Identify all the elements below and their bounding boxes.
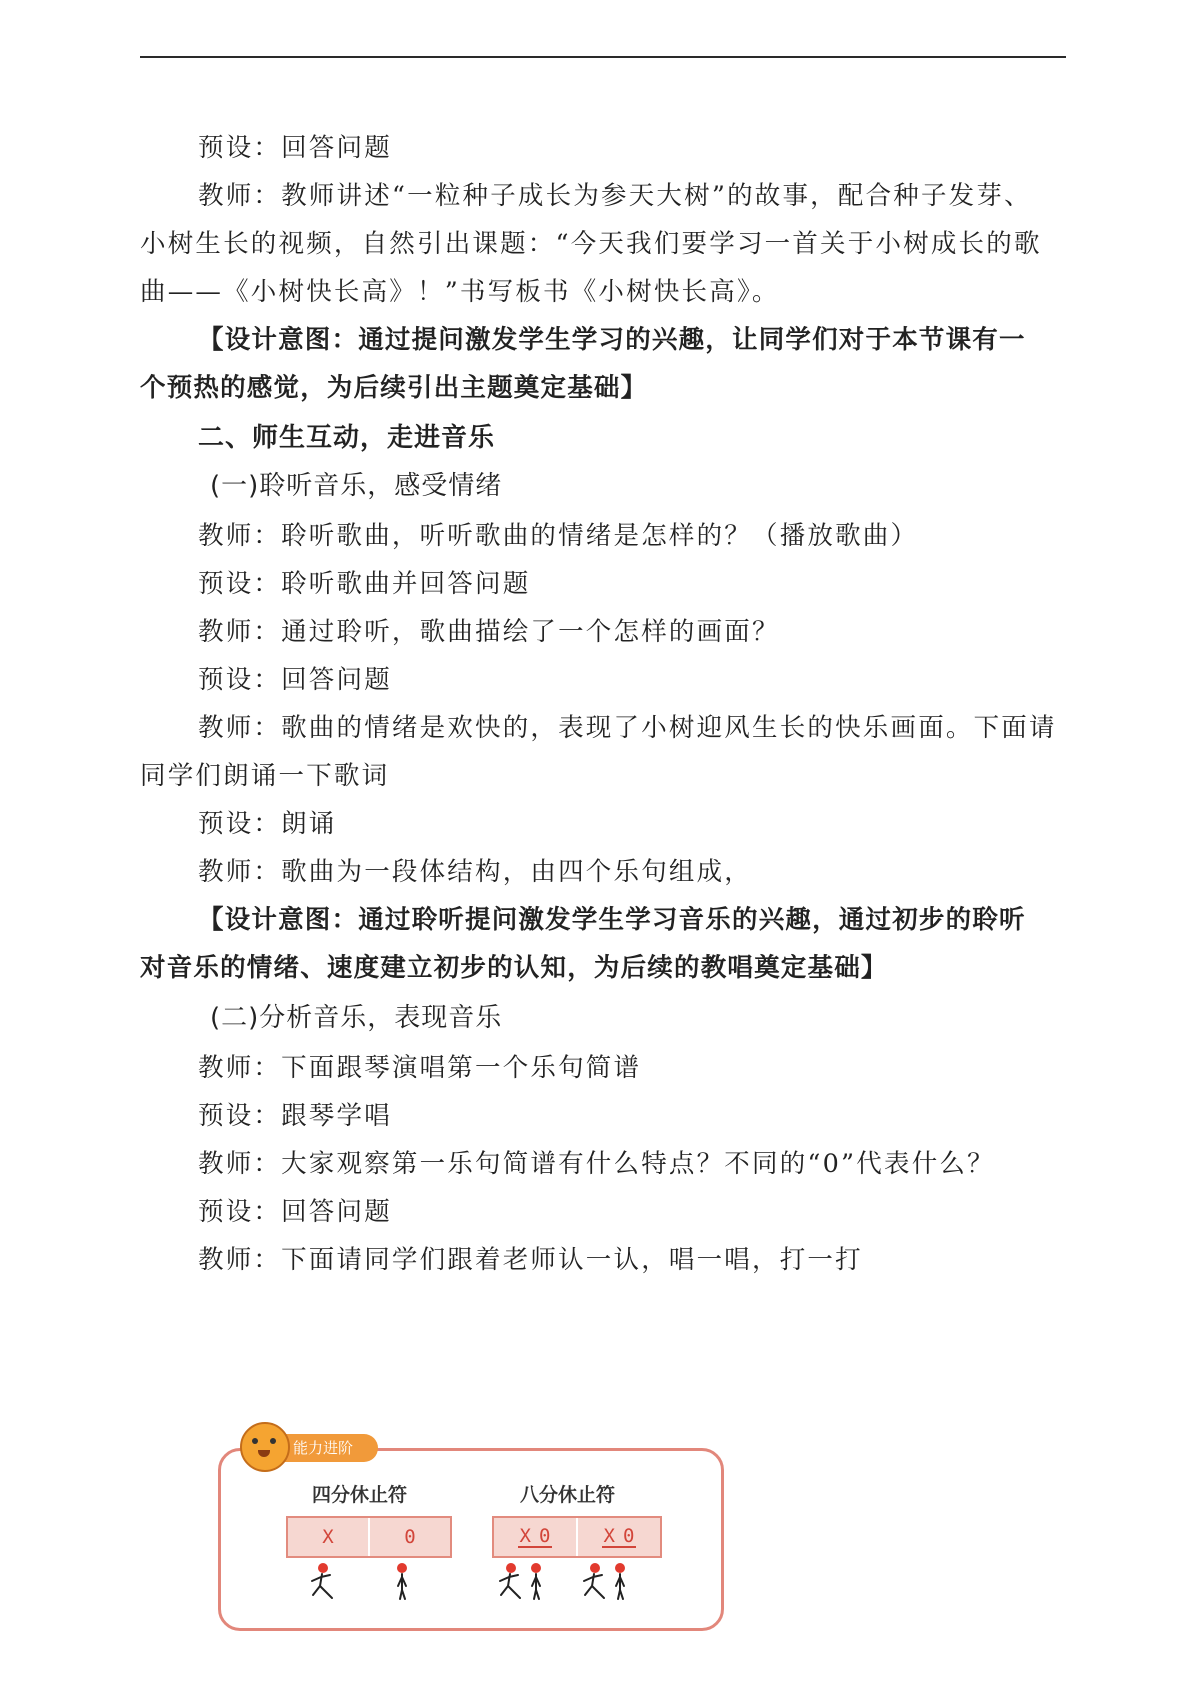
note-cell: X 0 <box>519 1524 551 1547</box>
paragraph-line: 教师：聆听歌曲，听听歌曲的情绪是怎样的？（播放歌曲） <box>198 521 919 551</box>
subsection-heading: (二)分析音乐，表现音乐 <box>210 1003 503 1033</box>
running-figure-icon <box>308 1562 336 1602</box>
standing-figure-icon <box>392 1562 412 1602</box>
paragraph-line: 预设：聆听歌曲并回答问题 <box>198 569 531 599</box>
paragraph-line: 预设：回答问题 <box>198 1197 392 1227</box>
paragraph-line: 教师：教师讲述“一粒种子成长为参天大树”的故事，配合种子发芽、 <box>198 181 1032 211</box>
note-cell: X <box>322 1526 334 1548</box>
paragraph-line: 同学们朗诵一下歌词 <box>140 761 390 791</box>
eighth-rest-title: 八分休止符 <box>520 1484 616 1506</box>
figure-badge: 能力进阶 <box>268 1434 378 1462</box>
paragraph-line: 教师：下面请同学们跟着老师认一认，唱一唱，打一打 <box>198 1245 863 1275</box>
paragraph-line: 教师：下面跟琴演唱第一个乐句简谱 <box>198 1053 642 1083</box>
quarter-rest-notation <box>286 1516 452 1558</box>
paragraph-line: 教师：大家观察第一乐句简谱有什么特点？不同的“0”代表什么？ <box>198 1149 995 1179</box>
paragraph-line: 预设：跟琴学唱 <box>198 1101 392 1131</box>
rest-note-figure <box>210 1420 730 1635</box>
paragraph-line: 教师：歌曲的情绪是欢快的，表现了小树迎风生长的快乐画面。下面请 <box>198 713 1057 743</box>
quarter-rest-title: 四分休止符 <box>312 1484 408 1506</box>
note-cell: 0 <box>368 1518 450 1556</box>
paragraph-line: 教师：通过聆听，歌曲描绘了一个怎样的画面？ <box>198 617 780 647</box>
paragraph-line: 预设：回答问题 <box>198 665 392 695</box>
tiger-mascot-icon <box>240 1422 290 1472</box>
design-intent-line: 【设计意图：通过提问激发学生学习的兴趣，让同学们对于本节课有一 <box>198 325 1026 355</box>
subsection-heading: (一)聆听音乐，感受情绪 <box>210 471 503 501</box>
paragraph-line: 预设：回答问题 <box>198 133 392 163</box>
paragraph-line: 曲——《小树快长高》！”书写板书《小树快长高》。 <box>140 277 780 307</box>
design-intent-line: 【设计意图：通过聆听提问激发学生学习音乐的兴趣，通过初步的聆听 <box>198 905 1026 935</box>
paragraph-line: 小树生长的视频，自然引出课题：“今天我们要学习一首关于小树成长的歌 <box>140 229 1042 259</box>
running-figure-icon <box>580 1562 608 1602</box>
note-cell: X 0 <box>576 1518 660 1556</box>
eighth-rest-notation <box>492 1516 662 1558</box>
header-rule <box>140 56 1066 58</box>
running-figure-icon <box>496 1562 524 1602</box>
design-intent-line: 个预热的感觉，为后续引出主题奠定基础】 <box>140 373 648 403</box>
paragraph-line: 教师：歌曲为一段体结构，由四个乐句组成， <box>198 857 753 887</box>
standing-figure-icon <box>610 1562 630 1602</box>
standing-figure-icon <box>526 1562 546 1602</box>
paragraph-line: 预设：朗诵 <box>198 809 337 839</box>
section-heading: 二、师生互动，走进音乐 <box>198 423 496 453</box>
design-intent-line: 对音乐的情绪、速度建立初步的认知，为后续的教唱奠定基础】 <box>140 953 888 983</box>
